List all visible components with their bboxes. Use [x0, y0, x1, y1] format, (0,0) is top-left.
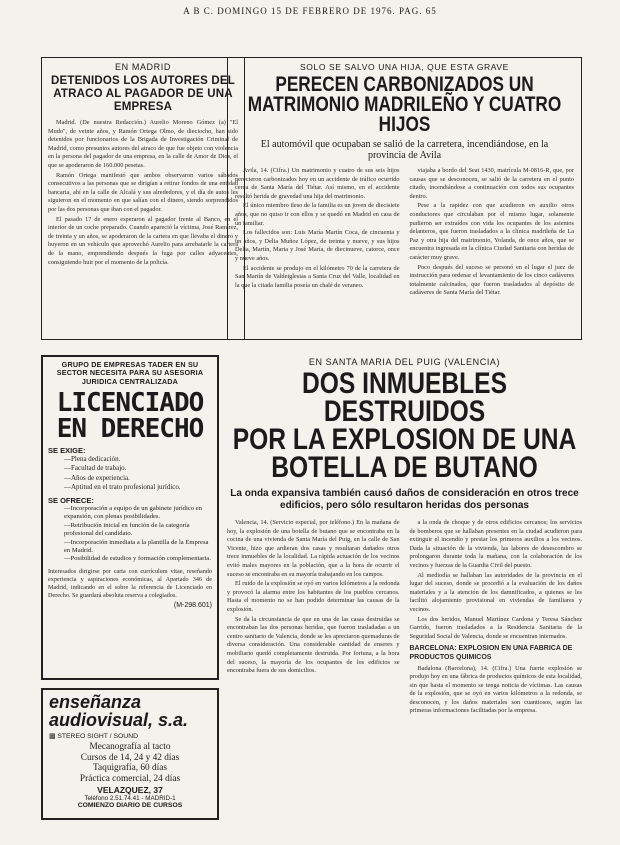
fire-paragraph: viajaba a bordo del Seat 1430, matrícula M-0816-R, que, por causas que se desconocen, se salió de la carretera en el punto citado, incendiándose a continuación con todos sus ocupantes dentro.: [409, 167, 574, 200]
butano-column-left: [227, 519, 400, 717]
butano-subhead: La onda expansiva también causó daños de consideración en otros trece edificios, pero sólo resultaron heridas dos personas: [230, 488, 579, 511]
butano-kicker: EN SANTA MARIA DEL PUIG (VALENCIA): [308, 357, 501, 367]
butano-paragraph: a la onda de choque y de otros edificios cercanos; los servicios de bomberos que se hallaban presentes en la ciudad acudieron para extinguir el incendio y prestar los primeros auxilios a los vecinos. Dada la situación de la vivienda, las labores de desescombro se prolongaron durante toda la mañana, con la colaboración de los vecinos y fuerzas de la Guardia Civil del puesto.: [409, 519, 582, 569]
audio-ad-tagline-text: STEREO SIGHT / SOUND: [57, 733, 139, 740]
madrid-article-box: [41, 57, 245, 340]
butano-headline-2: POR LA EXPLOSION DE UNA: [232, 423, 577, 456]
fire-paragraph: Avila, 14. (Cifra.) Un matrimonio y cuatro de sus seis hijos perecieron carbonizados hoy en un accidente de tráfico ocurrido cerca de Santa María del Tiétar. Así mismo, en el accidente resultó herida de gravedad una hija del matrimonio.: [235, 167, 400, 200]
law-ad-reference: (M-298.601): [173, 601, 212, 609]
butano-columns: [227, 519, 582, 717]
law-ad-requirements: [48, 455, 212, 492]
list-item: — Facultad de trabajo.: [64, 464, 212, 473]
butano-paragraph: El ruido de la explosión se oyó en varios kilómetros a la redonda y provocó la alarma entre los habitantes de los pueblos cercanos. Hasta el momento no se han podido determinar las causas de la explosión.: [227, 580, 400, 613]
madrid-paragraph: Madrid. (De nuestra Redacción.) Aurelio Moreno Gómez (a) "El Mudo", de veinte años, y Ramón Ortega Olmo, de dieciocho, han sido detenidos por funcionarios de la Brigada de Investigación Criminal de Madrid, como presuntos autores del atraco de que fue objeto con violencia en la persona del pagador de una empresa, en la calle de Amor de Dios, el que se apoderaron de 160.000 pesetas.: [48, 119, 238, 169]
fire-kicker: SOLO SE SALVO UNA HIJA, QUE ESTA GRAVE: [300, 62, 509, 72]
fire-paragraph: Pese a la rapidez con que acudieron en auxilio otros conductores que circulaban por el mismo lugar, solamente pudieron ser extraídos con vida los ocupantes de los asientos delanteros, que fueron trasladados a la clínica madrileña de La Paz y otra hija del matrimonio, Yolanda, de once años, que se encuentra ingresada en la clínica Ciudad Sanitaria con heridas de carácter muy grave.: [409, 202, 574, 261]
law-ad-heading: GRUPO DE EMPRESAS TADER EN SU SECTOR NECESITA PARA SU ASESORIA JURIDICA CENTRALIZADA: [56, 360, 204, 386]
butano-headline-3: BOTELLA DE BUTANO: [271, 451, 538, 484]
list-item: Cursos de 14, 24 y 42 días: [80, 752, 180, 763]
madrid-kicker: EN MADRID: [115, 62, 171, 72]
audio-ad-title-2: audiovisual, s.a.: [49, 710, 189, 730]
fire-paragraph: Los fallecidos son: Luis María Martín Coca, de cincuenta y un años, y Delia Muñoz López, de treinta y nueve, y sus hijos Delia, Martín, Marta y José María, de diecinueve, catorce, once y nueve años.: [235, 229, 400, 262]
list-item: Mecanografía al tacto: [89, 742, 171, 752]
fire-headline: PERECEN CARBONIZADOS UN MATRIMONIO MADRILEÑO Y CUATRO HIJOS: [247, 73, 562, 136]
law-ad-title-2: EN DERECHO: [56, 414, 204, 445]
law-ad-offer-label: SE OFRECE:: [48, 496, 94, 506]
audio-ad-footer: COMIENZO DIARIO DE CURSOS: [77, 802, 183, 810]
fire-column-right: [410, 167, 575, 299]
fire-column-left: [235, 167, 400, 299]
fire-paragraph: Poco después del suceso se personó en el lugar el juez de instrucción para ordenar el levantamiento de los cinco cadáveres totalmente calcinados, que fueron trasladados al depósito de cadáveres de Santa María del Tiétar.: [409, 263, 574, 297]
butano-column-right: [410, 519, 583, 717]
butano-paragraph: Valencia, 14. (Servicio especial, por teléfono.) En la mañana de hoy, la explosión de una botella de butano que se encontraba en la cocina de una vivienda de Santa María del Puig, en la calle de San Vicente, hizo que ardieran dos casas y resultaran dañados otros trece inmuebles de la localidad. La rápida actuación de los vecinos evitó males mayores en la población, que a la hora de ocurrir el suceso se encontraba en su mayoría trabajando en los campos.: [227, 519, 400, 578]
list-item: — Plena dedicación.: [64, 455, 212, 464]
audio-ad-address: VELAZQUEZ, 37: [97, 785, 163, 796]
fire-paragraph: El único miembro ileso de la familia es un joven de diecisiete años, que no quiso ir con ellos y se quedó en Madrid en casa de un familiar.: [235, 202, 400, 227]
barcelona-heading: BARCELONA: EXPLOSION EN UNA FABRICA DE PRODUCTOS QUIMICOS: [409, 645, 573, 661]
list-item: — Aptitud en el trato profesional jurídico.: [64, 483, 212, 492]
butano-headline-1: DOS INMUEBLES DESTRUIDOS: [301, 367, 508, 428]
madrid-paragraph: El pasado 17 de enero esperaron al pagador frente al Banco, en el interior de un coche preparado. Cuando apareció la víctima, José Ramírez, de treinta y un años, se apoderaron de la cartera en que llevaba el dinero y huyeron en un vehículo que aprovechó Aurelio para arrebatarle la cartera de la mano, emprendiendo después la fuga por calles adyacentes, consiguiendo huir por el momento de la policía.: [48, 215, 238, 266]
audio-ad-courses: [49, 742, 211, 784]
law-ad-title-1: LICENCIADO: [56, 388, 204, 419]
butano-article: [227, 355, 582, 835]
butano-paragraph: Los dos heridos, Manuel Martínez Cardona y Teresa Sánchez Garrido, fueron trasladados a la Residencia Sanitaria de la Seguridad Social de Valencia, donde se encuentran internados.: [409, 615, 582, 640]
audiovisual-ad: [41, 688, 219, 820]
law-ad-requirements-label: SE EXIGE:: [48, 446, 86, 456]
list-item: — Retribución inicial en función de la categoría profesional del candidato.: [64, 522, 212, 539]
fire-subhead: El automóvil que ocupaban se salió de la carretera, incendiándose, en la provincia de Avila: [260, 139, 549, 161]
fire-article-box: [227, 57, 582, 340]
list-item: — Incorporación inmediata a la plantilla de la Empresa en Madrid.: [64, 539, 212, 556]
list-item: Taquigrafía, 60 días: [93, 763, 167, 774]
madrid-body: [48, 119, 238, 267]
madrid-paragraph: Ramón Ortega manifestó que ambos observaron varios sábados consecutivos a las personas que se dirigían a retirar fondos de una entidad bancaria, ahí en la calle de Alcalá y sus alrededores, y el día de autos les siguieron en el momento en que salían con el dinero, siendo sorprendidos por las dos personas que iban con el pagador.: [48, 171, 238, 213]
fire-paragraph: El accidente se produjo en el kilómetro 70 de la carretera de San Martín de Valdeiglesias a Santa Cruz del Valle, localidad en la que la citada familia poseía un chalé de veraneo.: [235, 264, 400, 289]
fire-columns: [235, 167, 574, 299]
list-item: — Años de experiencia.: [64, 474, 212, 483]
butano-paragraph: Se da la circunstancia de que en una de las casas destruidas se encontraban las dos personas heridas, que fueron trasladadas a un centro sanitario de Valencia, donde se les apreciaron quemaduras de diversa consideración. Una considerable cantidad de enseres y mobiliario quedó completamente destruida. Por fortuna, a la hora del suceso, la mayoría de los ocupantes de los edificios se encontraba fuera de sus domicilios.: [227, 615, 400, 675]
list-item: Práctica comercial, 24 días: [79, 773, 181, 784]
page-folio: A B C. DOMINGO 15 DE FEBRERO DE 1976. PAG. 65: [183, 6, 437, 16]
law-job-ad: [41, 355, 219, 680]
barcelona-paragraph: Badalona (Barcelona), 14. (Cifra.) Una fuerte explosión se produjo hoy en una fábrica de productos químicos de esta localidad, sin que hasta el momento se tenga noticia de víctimas. Las causas de la explosión, que se oyó en varios kilómetros a la redonda, se desconocen, y los daños materiales son cuantiosos, según las primeras informaciones facilitadas por la empresa.: [409, 664, 582, 715]
list-item: — Posibilidad de estudios y formación complementaria.: [64, 555, 212, 563]
law-ad-footer: Interesados dirigirse por carta con currículum vitae, reseñando experiencia y aspiraciones económicas, al Apartado 346 de Madrid, indicando en el sobre la referencia de Licenciado en Derecho. Se guardará absoluta reserva a colegiados.: [48, 567, 212, 599]
tv-icon: ▩: [49, 733, 58, 740]
madrid-headline: DETENIDOS LOS AUTORES DEL ATRACO AL PAGADOR DE UNA EMPRESA: [51, 75, 235, 113]
law-ad-offers: [48, 505, 212, 564]
audio-ad-tagline: [49, 732, 211, 740]
butano-paragraph: Al mediodía se hallaban las autoridades de la provincia en el lugar del suceso, donde se procedió a la evaluación de los daños materiales y a la atención de los damnificados, a quienes se les facilitó alojamiento provisional en viviendas de familiares y vecinos.: [409, 571, 582, 613]
audio-ad-phone: Teléfono 2.51.74.41 - MADRID-1: [84, 795, 176, 803]
list-item: — Incorporación a equipo de un gabinete jurídico en expansión, con plenas posibilidades.: [64, 505, 212, 522]
audio-ad-title-1: enseñanza: [49, 692, 142, 712]
